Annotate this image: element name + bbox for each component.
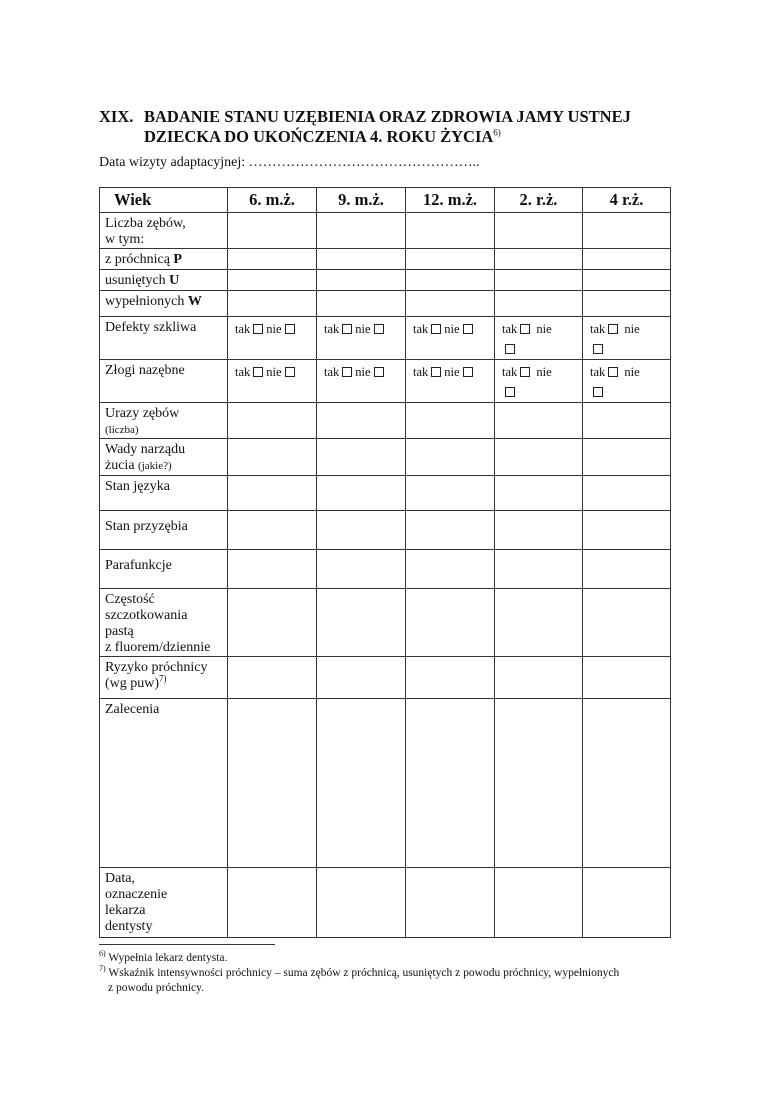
row-enamel-defects	[100, 317, 671, 360]
footnote-6-ref: 6)	[99, 949, 106, 959]
row-caries	[100, 249, 671, 270]
row-caries-risk	[100, 657, 671, 699]
yes-label: tak	[324, 322, 340, 336]
row-tongue	[100, 476, 671, 511]
cell[interactable]	[406, 657, 495, 699]
choice-cell	[583, 360, 671, 403]
cell[interactable]	[495, 249, 583, 270]
cell[interactable]	[495, 699, 583, 868]
cell[interactable]	[583, 249, 671, 270]
choice-cell	[406, 360, 495, 403]
yes-label: tak	[413, 322, 429, 336]
cell[interactable]	[495, 476, 583, 511]
cell[interactable]	[583, 511, 671, 550]
cell[interactable]	[583, 439, 671, 476]
yes-label: tak	[502, 365, 518, 379]
choice-cell	[228, 360, 317, 403]
cell[interactable]	[228, 403, 317, 439]
header-9-months: 9. m.ż.	[317, 188, 406, 213]
header-12-months: 12. m.ż.	[406, 188, 495, 213]
row-removed	[100, 270, 671, 291]
label-injuries-text: Urazy zębów	[105, 406, 180, 421]
label-tongue: Stan języka	[100, 476, 228, 511]
label-tartar: Złogi nazębne	[100, 360, 228, 403]
footnote-7	[99, 966, 679, 996]
cell[interactable]	[583, 213, 671, 249]
visit-date-label: Data wizyty adaptacyjnej:	[99, 155, 246, 170]
cell[interactable]	[406, 439, 495, 476]
label-date-dentist	[100, 868, 228, 938]
cell[interactable]	[228, 699, 317, 868]
choice-cell	[406, 317, 495, 360]
title-line-2: DZIECKA DO UKOŃCZENIA 4. ROKU ŻYCIA	[144, 127, 494, 146]
no-checkbox[interactable]	[505, 387, 515, 397]
row-filled	[100, 291, 671, 317]
header-row	[100, 188, 671, 213]
no-checkbox[interactable]	[593, 387, 603, 397]
cell[interactable]	[228, 476, 317, 511]
cell[interactable]	[583, 291, 671, 317]
cell[interactable]	[228, 550, 317, 589]
label-enamel-defects: Defekty szkliwa	[100, 317, 228, 360]
yes-label: tak	[590, 365, 606, 379]
yes-checkbox[interactable]	[608, 324, 618, 334]
cell[interactable]	[495, 657, 583, 699]
yes-checkbox[interactable]	[342, 324, 352, 334]
cell[interactable]	[228, 439, 317, 476]
title-footnote-ref: 6)	[493, 127, 501, 138]
cell[interactable]	[228, 657, 317, 699]
cell[interactable]	[406, 270, 495, 291]
label-brushing-line1: Częstość	[105, 592, 155, 607]
yes-label: tak	[235, 322, 251, 336]
choice-cell	[495, 317, 583, 360]
row-recommendations	[100, 699, 671, 868]
cell[interactable]	[228, 868, 317, 938]
row-injuries	[100, 403, 671, 439]
choice-cell	[317, 317, 406, 360]
label-date-line3: lekarza	[105, 903, 146, 918]
cell[interactable]	[583, 699, 671, 868]
label-filled	[100, 291, 228, 317]
cell[interactable]	[495, 213, 583, 249]
label-caries-risk-line1: Ryzyko próchnicy	[105, 660, 208, 675]
no-label: nie	[355, 322, 371, 336]
cell[interactable]	[406, 291, 495, 317]
label-date-line4: dentysty	[105, 919, 153, 934]
cell[interactable]	[317, 403, 406, 439]
cell[interactable]	[495, 589, 583, 657]
no-checkbox[interactable]	[463, 324, 473, 334]
cell[interactable]	[317, 291, 406, 317]
yes-label: tak	[502, 322, 518, 336]
cell[interactable]	[406, 403, 495, 439]
label-removed-text: usuniętych	[105, 273, 170, 288]
row-teeth-count	[100, 213, 671, 249]
yes-label: tak	[324, 365, 340, 379]
label-injuries	[100, 403, 228, 439]
cell[interactable]	[583, 550, 671, 589]
footnote-7-text: Wskaźnik intensywności próchnicy – suma zębów z próchnicą, usuniętych z powodu próchnicy, wypełnionych	[105, 967, 620, 979]
label-recommendations: Zalecenia	[100, 699, 228, 868]
label-caries-risk	[100, 657, 228, 699]
no-checkbox[interactable]	[463, 367, 473, 377]
cell[interactable]	[228, 213, 317, 249]
label-filled-letter: W	[187, 294, 202, 309]
label-masticatory-line2: żucia	[105, 458, 139, 473]
label-removed	[100, 270, 228, 291]
cell[interactable]	[406, 868, 495, 938]
no-checkbox[interactable]	[374, 324, 384, 334]
row-tartar	[100, 360, 671, 403]
header-2-years: 2. r.ż.	[495, 188, 583, 213]
header-6-months: 6. m.ż.	[228, 188, 317, 213]
cell[interactable]	[406, 589, 495, 657]
visit-date-field[interactable]: …………………………………………..	[248, 155, 480, 170]
label-periodontium: Stan przyzębia	[100, 511, 228, 550]
yes-checkbox[interactable]	[520, 367, 530, 377]
yes-checkbox[interactable]	[520, 324, 530, 334]
label-caries	[100, 249, 228, 270]
row-parafunctions	[100, 550, 671, 589]
label-injuries-note: (liczba)	[105, 424, 139, 436]
no-checkbox[interactable]	[285, 324, 295, 334]
cell[interactable]	[495, 270, 583, 291]
yes-checkbox[interactable]	[342, 367, 352, 377]
label-masticatory-defects	[100, 439, 228, 476]
label-teeth-count-line1: Liczba zębów,	[105, 216, 186, 231]
label-teeth-count-line2: w tym:	[105, 232, 145, 247]
dental-exam-table	[99, 187, 671, 938]
cell[interactable]	[228, 589, 317, 657]
cell[interactable]	[317, 699, 406, 868]
cell[interactable]	[228, 249, 317, 270]
cell[interactable]	[583, 657, 671, 699]
cell[interactable]	[406, 213, 495, 249]
cell[interactable]	[406, 550, 495, 589]
footnote-separator	[99, 944, 275, 945]
label-caries-risk-ref: 7)	[159, 673, 167, 684]
choice-cell	[228, 317, 317, 360]
choice-cell	[317, 360, 406, 403]
label-brushing-line3: pastą	[105, 624, 134, 639]
label-date-line2: oznaczenie	[105, 887, 168, 902]
cell[interactable]	[317, 657, 406, 699]
cell[interactable]	[406, 511, 495, 550]
label-date-line1: Data,	[105, 871, 135, 886]
cell[interactable]	[317, 550, 406, 589]
yes-label: tak	[413, 365, 429, 379]
label-filled-text: wypełnionych	[105, 294, 188, 309]
cell[interactable]	[317, 249, 406, 270]
label-brushing	[100, 589, 228, 657]
label-masticatory-line1: Wady narządu	[105, 442, 186, 457]
cell[interactable]	[317, 868, 406, 938]
yes-checkbox[interactable]	[431, 324, 441, 334]
cell[interactable]	[317, 589, 406, 657]
no-label: nie	[266, 322, 282, 336]
label-caries-text: z próchnicą	[105, 252, 174, 267]
cell[interactable]	[495, 403, 583, 439]
no-label: nie	[266, 365, 282, 379]
title-line-1: BADANIE STANU UZĘBIENIA ORAZ ZDROWIA JAMY USTNEJ	[144, 107, 631, 126]
cell[interactable]	[583, 270, 671, 291]
cell[interactable]	[495, 868, 583, 938]
cell[interactable]	[583, 476, 671, 511]
cell[interactable]	[495, 439, 583, 476]
cell[interactable]	[406, 476, 495, 511]
no-label: nie	[624, 322, 640, 336]
cell[interactable]	[406, 249, 495, 270]
header-4-years: 4 r.ż.	[583, 188, 671, 213]
cell[interactable]	[495, 291, 583, 317]
no-checkbox[interactable]	[505, 344, 515, 354]
choice-cell	[495, 360, 583, 403]
cell[interactable]	[495, 511, 583, 550]
cell[interactable]	[583, 868, 671, 938]
cell[interactable]	[228, 511, 317, 550]
label-caries-letter: P	[173, 252, 182, 267]
no-label: nie	[444, 365, 460, 379]
section-number: XIX.	[99, 107, 134, 126]
no-checkbox[interactable]	[593, 344, 603, 354]
label-parafunctions: Parafunkcje	[100, 550, 228, 589]
visit-date-line	[99, 155, 480, 171]
footnote-6-text: Wypełnia lekarz dentysta.	[105, 952, 228, 964]
label-masticatory-note: (jakie?)	[138, 460, 172, 472]
yes-label: tak	[590, 322, 606, 336]
cell[interactable]	[583, 589, 671, 657]
cell[interactable]	[317, 511, 406, 550]
choice-cell	[583, 317, 671, 360]
no-label: nie	[536, 322, 552, 336]
row-masticatory-defects	[100, 439, 671, 476]
no-label: nie	[444, 322, 460, 336]
no-label: nie	[355, 365, 371, 379]
cell[interactable]	[317, 213, 406, 249]
no-label: nie	[624, 365, 640, 379]
label-caries-risk-line2: (wg puw)	[105, 676, 160, 691]
cell[interactable]	[495, 550, 583, 589]
yes-label: tak	[235, 365, 251, 379]
form-section-title	[99, 107, 739, 147]
label-removed-letter: U	[169, 273, 180, 288]
cell[interactable]	[317, 439, 406, 476]
cell[interactable]	[228, 270, 317, 291]
cell[interactable]	[317, 476, 406, 511]
no-checkbox[interactable]	[285, 367, 295, 377]
footnote-7-ref: 7)	[99, 964, 106, 974]
no-label: nie	[536, 365, 552, 379]
footnote-7-continuation: z powodu próchnicy.	[108, 982, 205, 994]
cell[interactable]	[406, 699, 495, 868]
yes-checkbox[interactable]	[608, 367, 618, 377]
row-periodontium	[100, 511, 671, 550]
label-teeth-count	[100, 213, 228, 249]
yes-checkbox[interactable]	[253, 324, 263, 334]
cell[interactable]	[317, 270, 406, 291]
cell[interactable]	[583, 403, 671, 439]
no-checkbox[interactable]	[374, 367, 384, 377]
cell[interactable]	[228, 291, 317, 317]
footnote-6	[99, 951, 227, 966]
row-brushing	[100, 589, 671, 657]
yes-checkbox[interactable]	[431, 367, 441, 377]
header-age: Wiek	[100, 188, 228, 213]
label-brushing-line2: szczotkowania	[105, 608, 188, 623]
label-brushing-line4: z fluorem/dziennie	[105, 640, 211, 655]
row-date-dentist	[100, 868, 671, 938]
yes-checkbox[interactable]	[253, 367, 263, 377]
